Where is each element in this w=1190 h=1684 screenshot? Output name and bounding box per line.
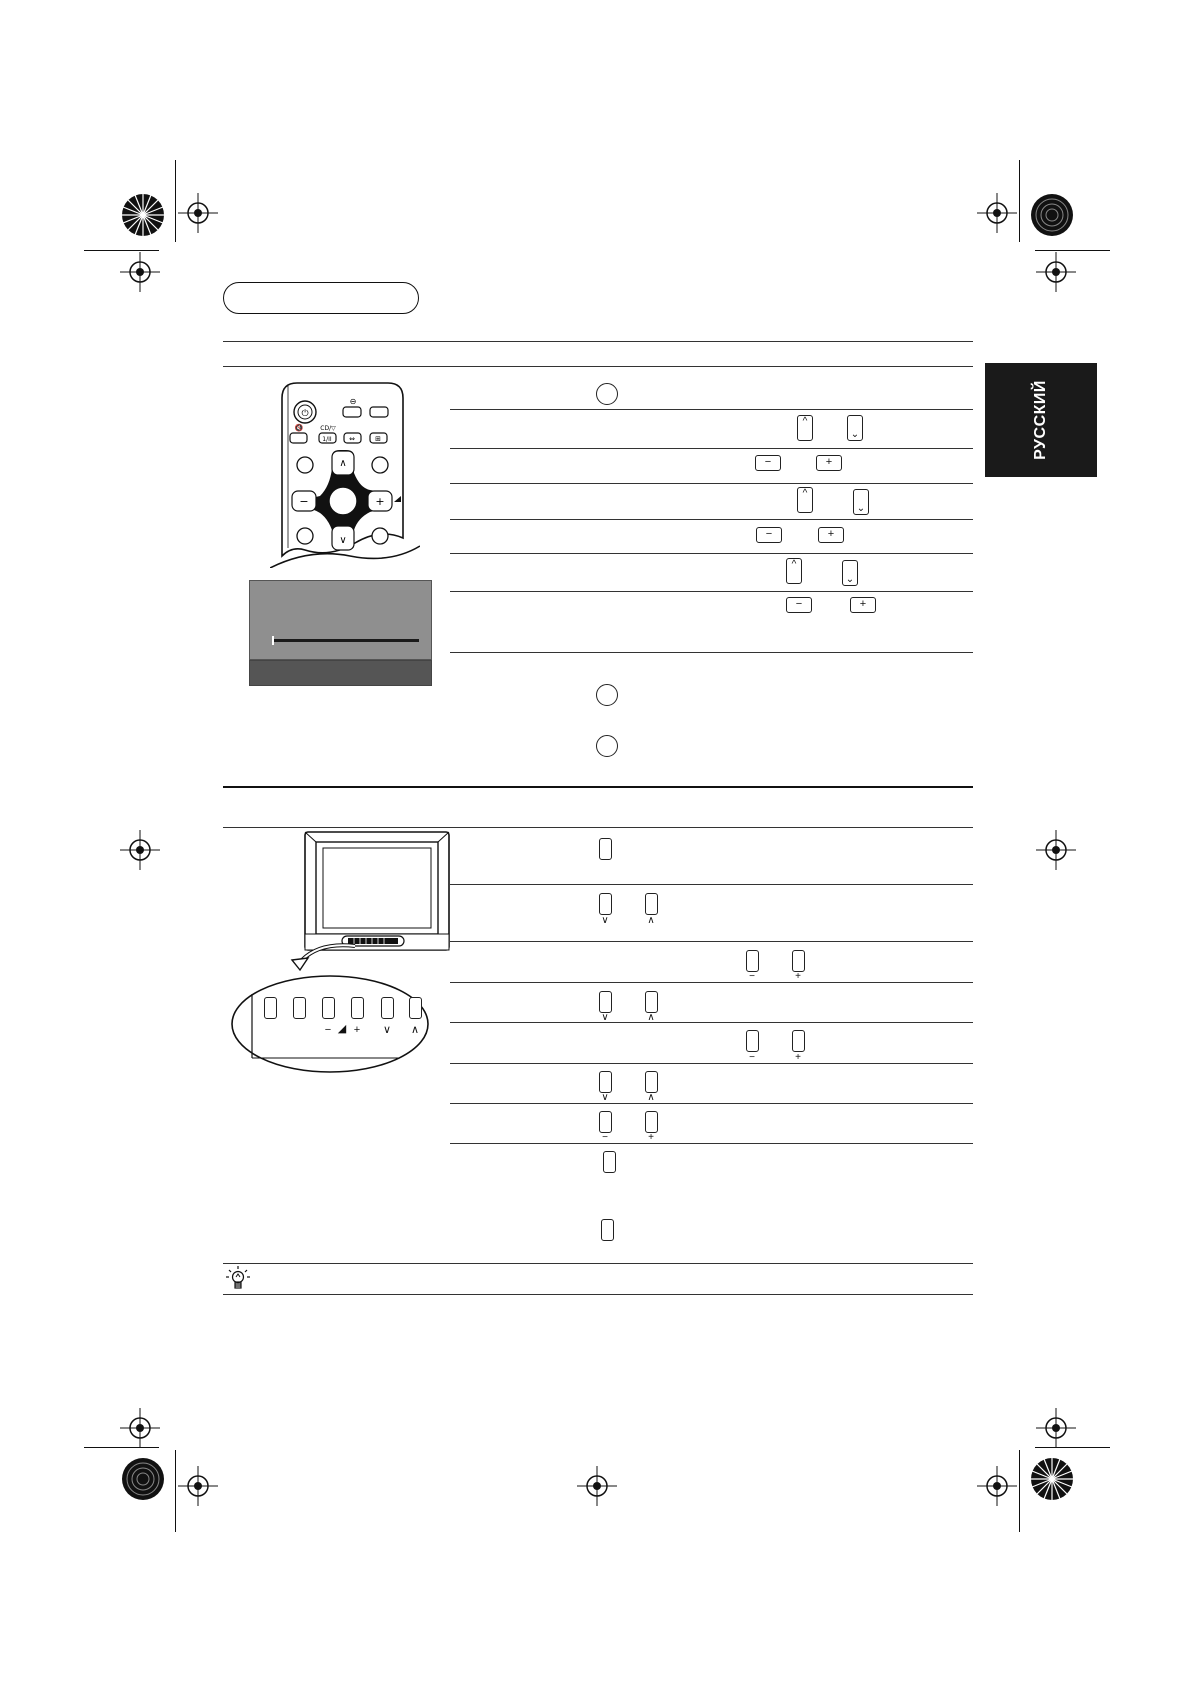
round-key-icon <box>596 383 618 405</box>
svg-text:1/II: 1/II <box>322 436 332 443</box>
tv-panel-button <box>351 997 364 1019</box>
print-rosette-icon <box>121 1457 165 1501</box>
section-rule <box>223 341 973 342</box>
tv-button-icon <box>599 1111 612 1133</box>
row-divider <box>450 941 973 942</box>
crop-line <box>1019 1450 1020 1532</box>
round-key-icon <box>596 735 618 757</box>
osd-level-indicator <box>272 636 274 645</box>
round-key-icon <box>596 684 618 706</box>
row-divider <box>450 483 973 484</box>
key-minus-icon: − <box>756 527 782 543</box>
tv-button-icon <box>792 950 805 972</box>
row-divider <box>450 1022 973 1023</box>
registration-mark-icon <box>178 1466 218 1506</box>
key-down-icon: ⌄ <box>842 560 858 586</box>
crop-line <box>175 1450 176 1532</box>
key-up-icon: ^ <box>797 415 813 441</box>
tv-button-sublabel: + <box>795 971 801 982</box>
row-divider <box>450 519 973 520</box>
tv-button-icon <box>603 1151 616 1173</box>
registration-mark-icon <box>178 193 218 233</box>
section-rule <box>223 786 973 788</box>
key-minus-icon: − <box>755 455 781 471</box>
tv-button-sublabel: ∨ <box>601 1092 609 1103</box>
row-divider <box>450 591 973 592</box>
tv-button-icon <box>601 1219 614 1241</box>
osd-panel <box>249 580 432 660</box>
svg-text:⊞: ⊞ <box>375 435 381 443</box>
row-divider <box>450 652 973 653</box>
tv-button-icon <box>746 950 759 972</box>
row-divider <box>450 1103 973 1104</box>
tip-rule-bottom <box>223 1294 973 1295</box>
section-rule <box>223 366 973 367</box>
section-rule <box>223 827 973 828</box>
row-divider <box>450 982 973 983</box>
registration-mark-icon <box>1036 252 1076 292</box>
tv-button-icon <box>599 893 612 915</box>
tv-button-sublabel: ∨ <box>601 1012 609 1023</box>
row-divider <box>450 448 973 449</box>
row-divider <box>450 409 973 410</box>
key-up-icon: ^ <box>797 487 813 513</box>
registration-mark-icon <box>1036 830 1076 870</box>
language-tab-label: РУССКИЙ <box>1032 380 1049 460</box>
registration-mark-icon <box>120 1408 160 1448</box>
tv-button-sublabel: ∨ <box>601 915 609 926</box>
tv-button-icon <box>599 1071 612 1093</box>
key-plus-icon: + <box>850 597 876 613</box>
registration-mark-icon <box>120 830 160 870</box>
key-down-icon: ⌄ <box>853 489 869 515</box>
tv-button-icon <box>645 991 658 1013</box>
svg-text:CD/▽: CD/▽ <box>320 425 336 432</box>
registration-mark-icon <box>120 252 160 292</box>
key-plus-icon: + <box>818 527 844 543</box>
osd-status-strip <box>249 660 432 686</box>
key-up-icon: ^ <box>786 558 802 584</box>
registration-mark-icon <box>1036 1408 1076 1448</box>
tv-button-sublabel: + <box>795 1052 801 1063</box>
language-tab <box>985 363 1097 477</box>
tv-panel-label-minus: − <box>324 1024 332 1036</box>
tv-button-sublabel: ∧ <box>647 915 655 926</box>
registration-mark-icon <box>977 1466 1017 1506</box>
tv-button-icon <box>746 1030 759 1052</box>
tv-panel-label-down: ∨ <box>382 1024 392 1036</box>
crop-line <box>84 250 159 251</box>
tv-button-sublabel: ∧ <box>647 1012 655 1023</box>
tv-panel-label-plus: + <box>353 1024 361 1036</box>
tv-panel-button <box>264 997 277 1019</box>
tv-button-icon <box>792 1030 805 1052</box>
key-down-icon: ⌄ <box>847 415 863 441</box>
tv-button-icon <box>645 893 658 915</box>
svg-text:∨: ∨ <box>339 535 347 546</box>
osd-level-bar <box>273 639 419 642</box>
registration-mark-icon <box>577 1466 617 1506</box>
tv-front-panel-illustration <box>230 830 450 1075</box>
tv-panel-label-up: ∧ <box>410 1024 420 1036</box>
row-divider <box>450 1143 973 1144</box>
crop-line <box>1019 160 1020 242</box>
section-heading-box <box>223 282 419 314</box>
svg-text:⏻: ⏻ <box>301 409 309 419</box>
print-rosette-icon <box>121 193 165 237</box>
svg-text:⇔: ⇔ <box>349 435 355 443</box>
tv-button-sublabel: − <box>602 1132 608 1143</box>
key-plus-icon: + <box>816 455 842 471</box>
tip-rule-top <box>223 1263 973 1264</box>
tv-panel-button <box>409 997 422 1019</box>
svg-text:🔇: 🔇 <box>294 424 304 432</box>
tv-button-icon <box>645 1071 658 1093</box>
tv-button-sublabel: + <box>648 1132 654 1143</box>
tv-panel-button <box>381 997 394 1019</box>
svg-text:∧: ∧ <box>339 458 347 469</box>
crop-line <box>175 160 176 242</box>
tv-button-icon <box>645 1111 658 1133</box>
tv-button-sublabel: ∧ <box>647 1092 655 1103</box>
tv-panel-button <box>293 997 306 1019</box>
row-divider <box>450 1063 973 1064</box>
tv-button-icon <box>599 991 612 1013</box>
registration-mark-icon <box>977 193 1017 233</box>
svg-text:+: + <box>375 495 385 508</box>
svg-text:⊖: ⊖ <box>349 397 357 406</box>
remote-control-illustration <box>270 378 420 568</box>
tv-button-sublabel: − <box>749 1052 755 1063</box>
svg-text:−: − <box>299 495 309 508</box>
row-divider <box>450 553 973 554</box>
osd-display <box>249 580 432 686</box>
row-divider <box>450 884 973 885</box>
print-rosette-icon <box>1030 1457 1074 1501</box>
print-rosette-icon <box>1030 193 1074 237</box>
tv-button-sublabel: − <box>749 971 755 982</box>
tv-panel-label-volume: ◢ <box>337 1023 347 1035</box>
tv-button-icon <box>599 838 612 860</box>
key-minus-icon: − <box>786 597 812 613</box>
tv-panel-button <box>322 997 335 1019</box>
lightbulb-tip-icon <box>224 1265 252 1293</box>
crop-line <box>1035 250 1110 251</box>
